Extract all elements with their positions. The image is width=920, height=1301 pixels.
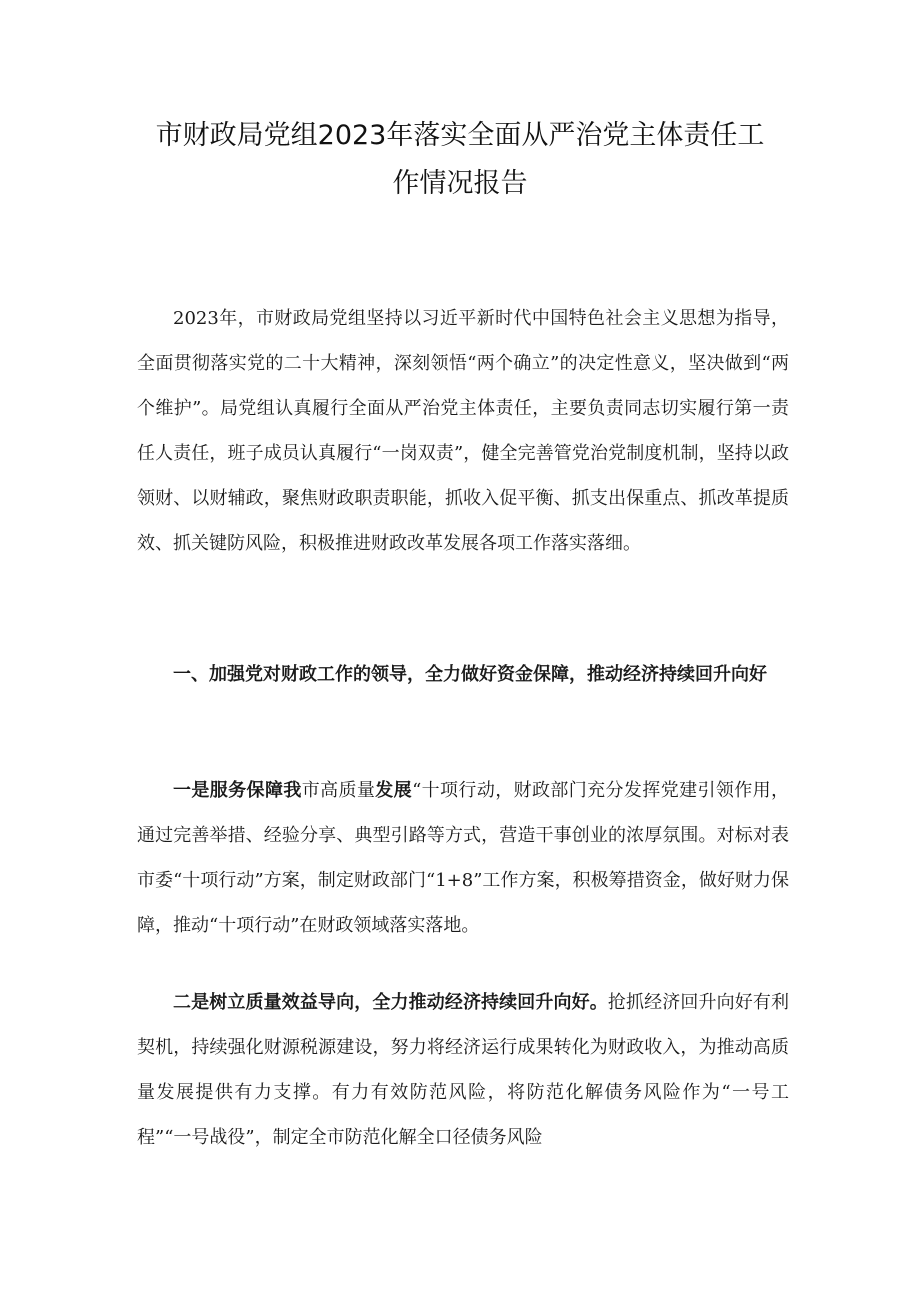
title-line-1: 市财政局党组2023年落实全面从严治党主体责任工: [155, 120, 765, 151]
document-title: [130, 112, 790, 208]
item-2-lead: 二是树立质量效益导向，全力推动经济持续回升向好。: [173, 992, 608, 1013]
item-2-paragraph: [137, 980, 789, 1160]
item-1-mid: 市高质量: [301, 780, 376, 801]
item-1-lead-2: 发展: [375, 780, 413, 801]
item-1-paragraph: [137, 768, 789, 948]
title-line-2: 作情况报告: [392, 168, 528, 199]
intro-paragraph: 2023年，市财政局党组坚持以习近平新时代中国特色社会主义思想为指导，全面贯彻落实党的二十大精神，深刻领悟“两个确立”的决定性意义，坚决做到“两个维护”。局党组认真履行全面从严治党主体责任，主要负责同志切实履行第一责任人责任，班子成员认真履行“一岗双责”，健全完善管党治党制度机制，坚持以政领财、以财辅政，聚焦财政职责职能，抓收入促平衡、抓支出保重点、抓改革提质效、抓关键防风险，积极推进财政改革发展各项工作落实落细。: [137, 308, 789, 554]
item-1-lead: 一是服务保障我: [173, 780, 302, 801]
item-2-text: 抢抓经济回升向好有利契机，持续强化财源税源建设，努力将经济运行成果转化为财政收入，为推动高质量发展提供有力支撑。有力有效防范风险，将防范化解债务风险作为“一号工程”“一号战役”，制定全市防范化解全口径债务风险: [137, 992, 789, 1148]
section-1-heading: 一、加强党对财政工作的领导，全力做好资金保障，推动经济持续回升向好: [173, 664, 767, 685]
item-1-text: “十项行动，财政部门充分发挥党建引领作用，通过完善举措、经验分享、典型引路等方式，营造干事创业的浓厚氛围。对标对表市委“十项行动”方案，制定财政部门“1+8”工作方案，积极筹措资金，做好财力保障，推动“十项行动”在财政领域落实落地。: [137, 780, 790, 936]
